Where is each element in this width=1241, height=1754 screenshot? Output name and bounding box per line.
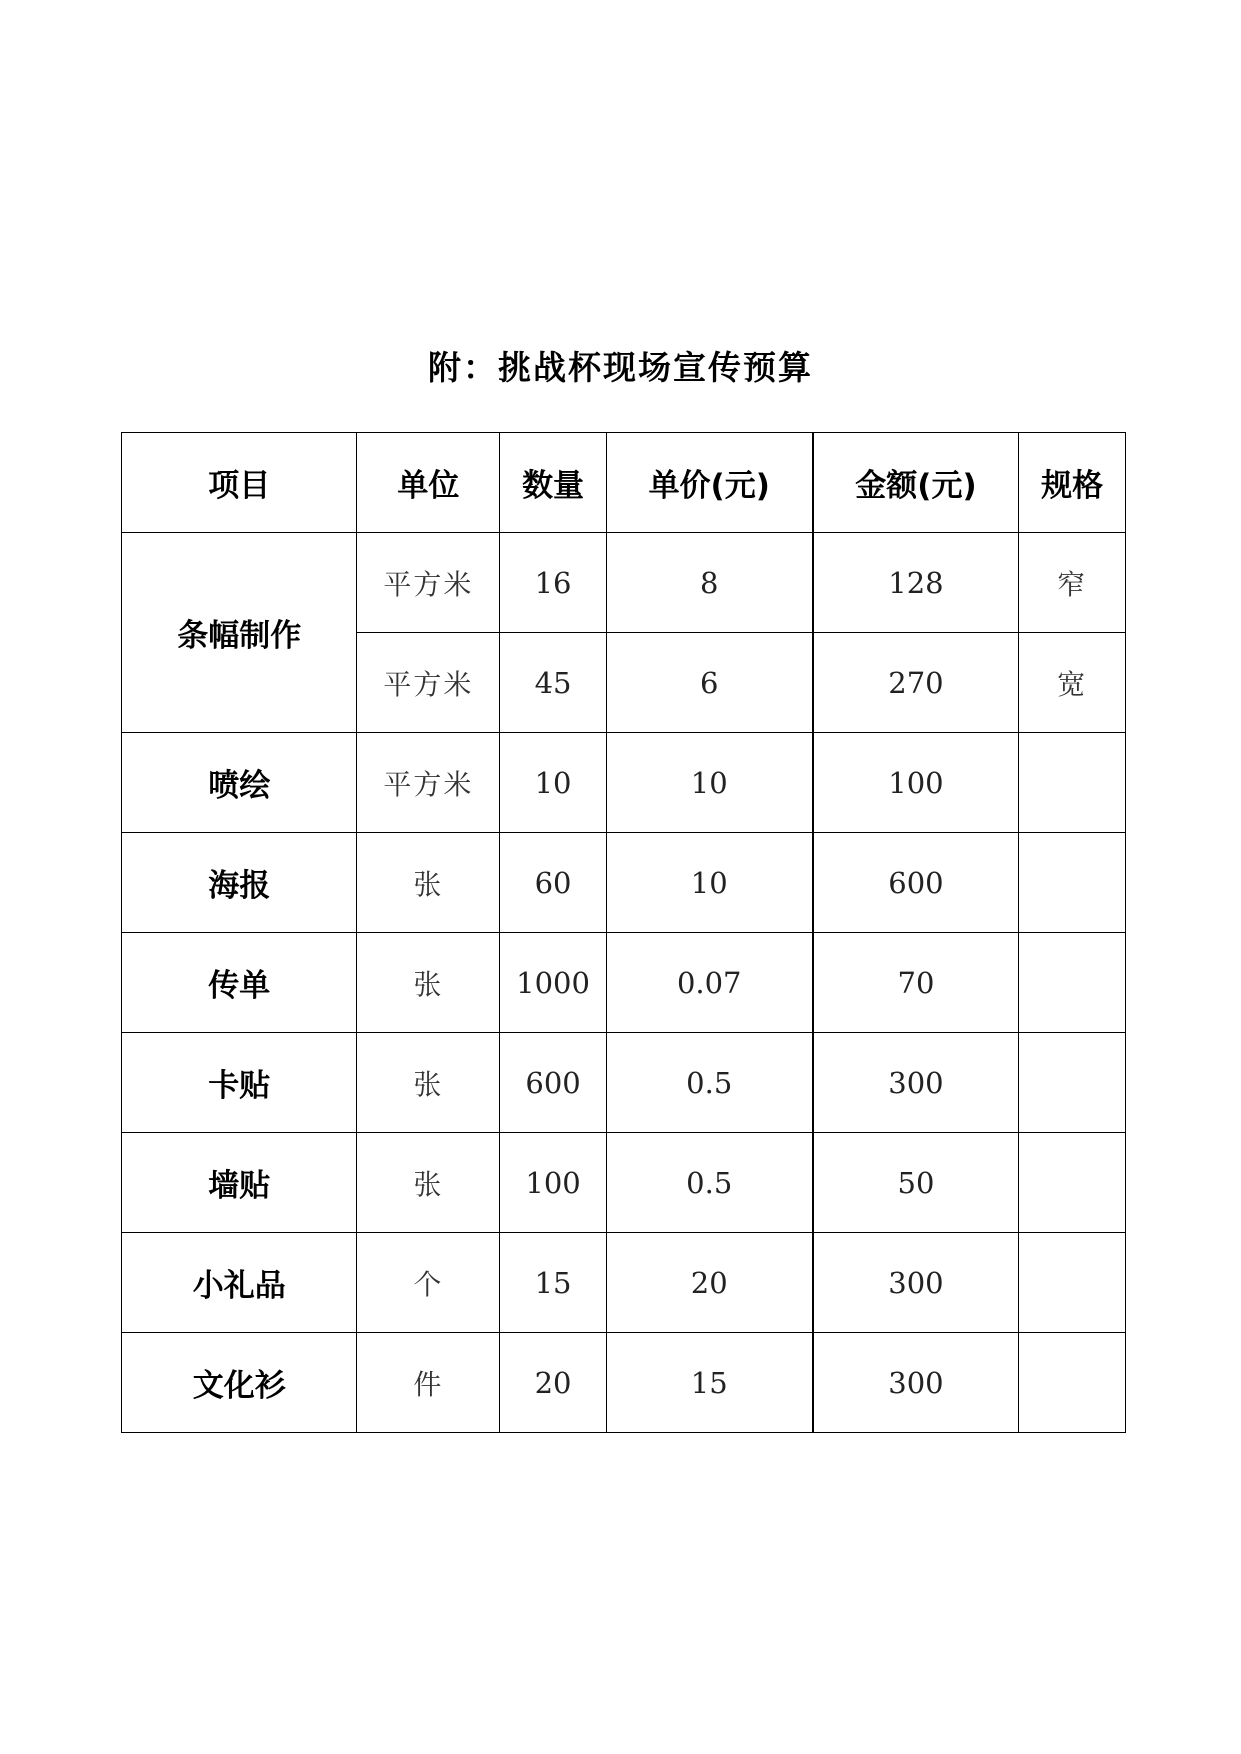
table-row [122, 833, 1126, 933]
spec-cell [1019, 833, 1126, 933]
quantity-cell: 600 [500, 1033, 607, 1133]
header-spec: 规格 [1019, 433, 1126, 533]
item-name: 传单 [122, 933, 357, 1033]
quantity-cell: 10 [500, 733, 607, 833]
unit-price-cell: 10 [606, 833, 812, 933]
item-name: 文化衫 [122, 1333, 357, 1433]
item-name: 卡贴 [122, 1033, 357, 1133]
unit-cell: 件 [357, 1333, 500, 1433]
header-quantity: 数量 [500, 433, 607, 533]
unit-price-cell: 10 [606, 733, 812, 833]
item-name: 墙贴 [122, 1133, 357, 1233]
unit-cell: 张 [357, 1133, 500, 1233]
spec-cell [1019, 1133, 1126, 1233]
quantity-cell: 1000 [500, 933, 607, 1033]
quantity-cell: 100 [500, 1133, 607, 1233]
unit-cell: 平方米 [357, 733, 500, 833]
table-row [122, 1033, 1126, 1133]
table-row [122, 533, 1126, 633]
unit-price-cell: 6 [606, 633, 812, 733]
amount-cell: 600 [813, 833, 1019, 933]
spec-cell [1019, 1233, 1126, 1333]
table-row [122, 1233, 1126, 1333]
amount-cell: 100 [813, 733, 1019, 833]
unit-cell: 个 [357, 1233, 500, 1333]
spec-cell [1019, 733, 1126, 833]
amount-cell: 70 [813, 933, 1019, 1033]
spec-cell: 窄 [1019, 533, 1126, 633]
item-name: 喷绘 [122, 733, 357, 833]
unit-price-cell: 0.07 [606, 933, 812, 1033]
unit-cell: 张 [357, 833, 500, 933]
amount-cell: 128 [813, 533, 1019, 633]
item-name: 条幅制作 [122, 533, 357, 733]
unit-price-cell: 0.5 [606, 1033, 812, 1133]
unit-price-cell: 20 [606, 1233, 812, 1333]
amount-cell: 50 [813, 1133, 1019, 1233]
unit-cell: 张 [357, 933, 500, 1033]
unit-price-cell: 0.5 [606, 1133, 812, 1233]
budget-table [121, 432, 1126, 1433]
amount-cell: 300 [813, 1033, 1019, 1133]
amount-cell: 300 [813, 1333, 1019, 1433]
spec-cell [1019, 1033, 1126, 1133]
item-name: 海报 [122, 833, 357, 933]
unit-price-cell: 15 [606, 1333, 812, 1433]
table-row [122, 733, 1126, 833]
table-row [122, 1333, 1126, 1433]
amount-cell: 270 [813, 633, 1019, 733]
unit-cell: 张 [357, 1033, 500, 1133]
quantity-cell: 20 [500, 1333, 607, 1433]
item-name: 小礼品 [122, 1233, 357, 1333]
quantity-cell: 16 [500, 533, 607, 633]
quantity-cell: 60 [500, 833, 607, 933]
spec-cell [1019, 1333, 1126, 1433]
unit-cell: 平方米 [357, 533, 500, 633]
header-amount: 金额(元) [813, 433, 1019, 533]
table-header-row [122, 433, 1126, 533]
header-unit-price: 单价(元) [606, 433, 812, 533]
spec-cell: 宽 [1019, 633, 1126, 733]
table-row [122, 1133, 1126, 1233]
unit-price-cell: 8 [606, 533, 812, 633]
header-unit: 单位 [357, 433, 500, 533]
spec-cell [1019, 933, 1126, 1033]
amount-cell: 300 [813, 1233, 1019, 1333]
table-row [122, 933, 1126, 1033]
unit-cell: 平方米 [357, 633, 500, 733]
header-item: 项目 [122, 433, 357, 533]
page-title: 附：挑战杯现场宣传预算 [428, 348, 813, 387]
quantity-cell: 45 [500, 633, 607, 733]
quantity-cell: 15 [500, 1233, 607, 1333]
